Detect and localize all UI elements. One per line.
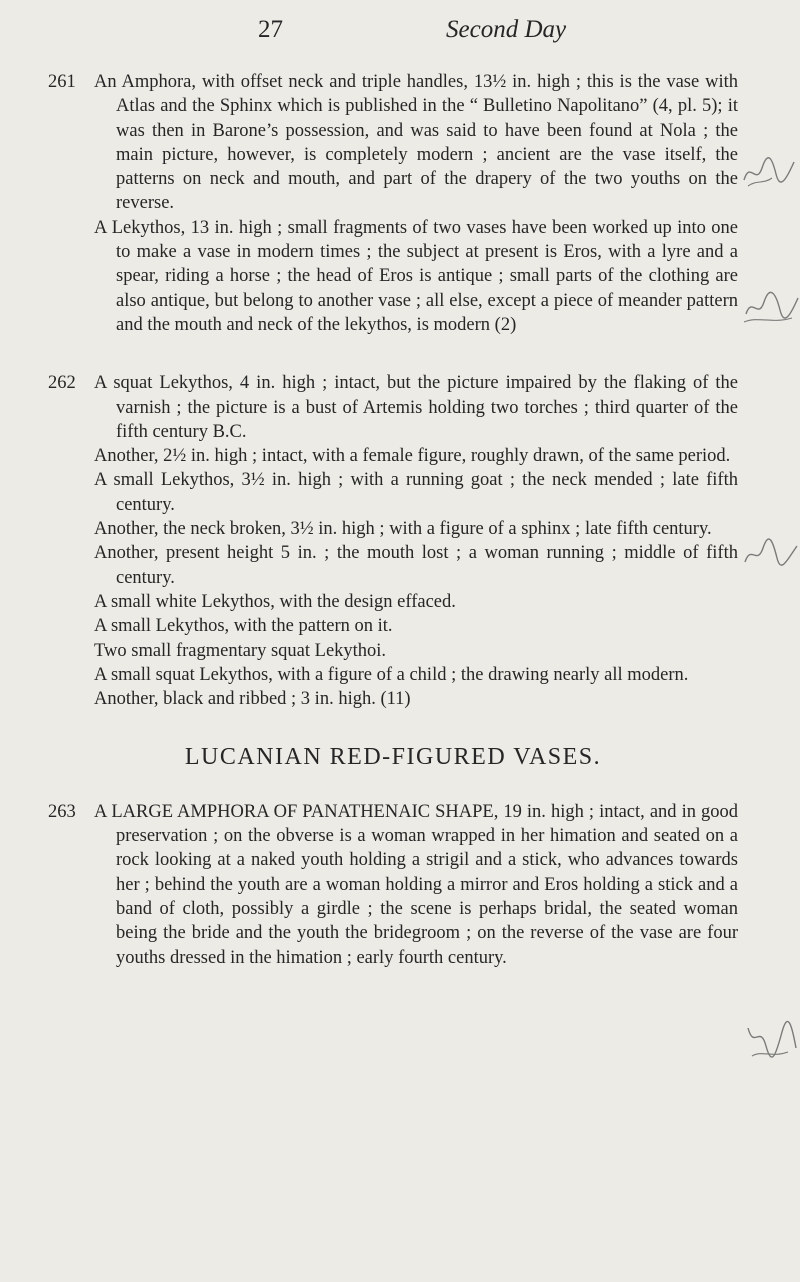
pencil-scrawl-icon bbox=[742, 288, 800, 328]
lot-description: Another, the neck broken, 3½ in. high ; with a figure of a sphinx ; late fifth century. bbox=[94, 519, 712, 540]
lot-description: A Lekythos, 13 in. high ; small fragments of two vases have been worked up into one to make a vase in modern times ; the subject at present is Eros, with a lyre and a spear, riding a horse ; the head of Eros is antique ; small parts of the clothing are also antique, but belong to another vase ; all else, except a piece of meander pattern and the mouth and neck of the lekythos, is modern (2) bbox=[94, 217, 738, 335]
lot-262 bbox=[48, 371, 738, 711]
pencil-annotation bbox=[742, 1020, 800, 1060]
lot-description: Another, 2½ in. high ; intact, with a female figure, roughly drawn, of the same period. bbox=[94, 446, 731, 467]
lot-description: An Amphora, with offset neck and triple handles, 13½ in. high ; this is the vase with Atlas and the Sphinx which is published in the “ Bulletino Napolitano” (4, pl. 5); it was then in Barone’s possession, and was said to have been found at Nola ; the main picture, however, is completely modern ; ancient are the vase itself, the patterns on neck and mouth, and part of the drapery of the two youths on the reverse. bbox=[94, 72, 738, 214]
lot-description: A small white Lekythos, with the design effaced. bbox=[94, 591, 456, 612]
section-heading bbox=[48, 745, 738, 769]
lot-number: 262 bbox=[48, 373, 76, 394]
lot-description: A squat Lekythos, 4 in. high ; intact, but the picture impaired by the flaking of the varnish ; the picture is a bust of Artemis holding two torches ; third quarter of the fifth century B.C. bbox=[94, 373, 738, 442]
pencil-scrawl-icon bbox=[742, 1020, 800, 1060]
section-heading-text: LUCANIAN RED-FIGURED VASES. bbox=[184, 744, 602, 771]
lot-description: Two small fragmentary squat Lekythoi. bbox=[94, 640, 387, 661]
page-number: 27 bbox=[258, 16, 283, 43]
lot-description: A small squat Lekythos, with a figure of a child ; the drawing nearly all modern. bbox=[94, 664, 689, 685]
pencil-annotation bbox=[742, 288, 800, 328]
lot-number: 261 bbox=[48, 72, 76, 92]
spacer bbox=[48, 337, 738, 371]
lot-description: A small Lekythos, 3½ in. high ; with a running goat ; the neck mended ; late fifth century. bbox=[94, 470, 738, 515]
lot-description: Another, black and ribbed ; 3 in. high. (11) bbox=[94, 689, 411, 710]
lot-description: A LARGE AMPHORA OF PANATHENAIC SHAPE, 19 in. high ; intact, and in good preservation ; on the obverse is a woman wrapped in her himation and seated on a rock looking at a naked youth holding a strigil and a stick, who advances towards her ; behind the youth are a woman holding a mirror and Eros holding a stick and a band of cloth, possibly a girdle ; the scene is perhaps bridal, the seated woman being the bride and the youth the bridegroom ; on the reverse of the vase are four youths dressed in the himation ; early fourth century. bbox=[94, 801, 738, 968]
lot-description: Another, present height 5 in. ; the mouth lost ; a woman running ; middle of fifth century. bbox=[94, 543, 738, 588]
page-header bbox=[0, 16, 800, 46]
pencil-annotation bbox=[742, 532, 800, 572]
pencil-scrawl-icon bbox=[742, 150, 800, 190]
lot-263 bbox=[48, 800, 738, 970]
catalogue-text bbox=[48, 70, 738, 970]
margin-annotations bbox=[742, 0, 800, 1282]
pencil-annotation bbox=[742, 150, 800, 190]
pencil-scrawl-icon bbox=[742, 532, 800, 572]
running-title: Second Day bbox=[446, 16, 567, 43]
lot-description: A small Lekythos, with the pattern on it. bbox=[94, 616, 393, 637]
lot-number: 263 bbox=[48, 801, 76, 822]
lot-261 bbox=[48, 70, 738, 337]
